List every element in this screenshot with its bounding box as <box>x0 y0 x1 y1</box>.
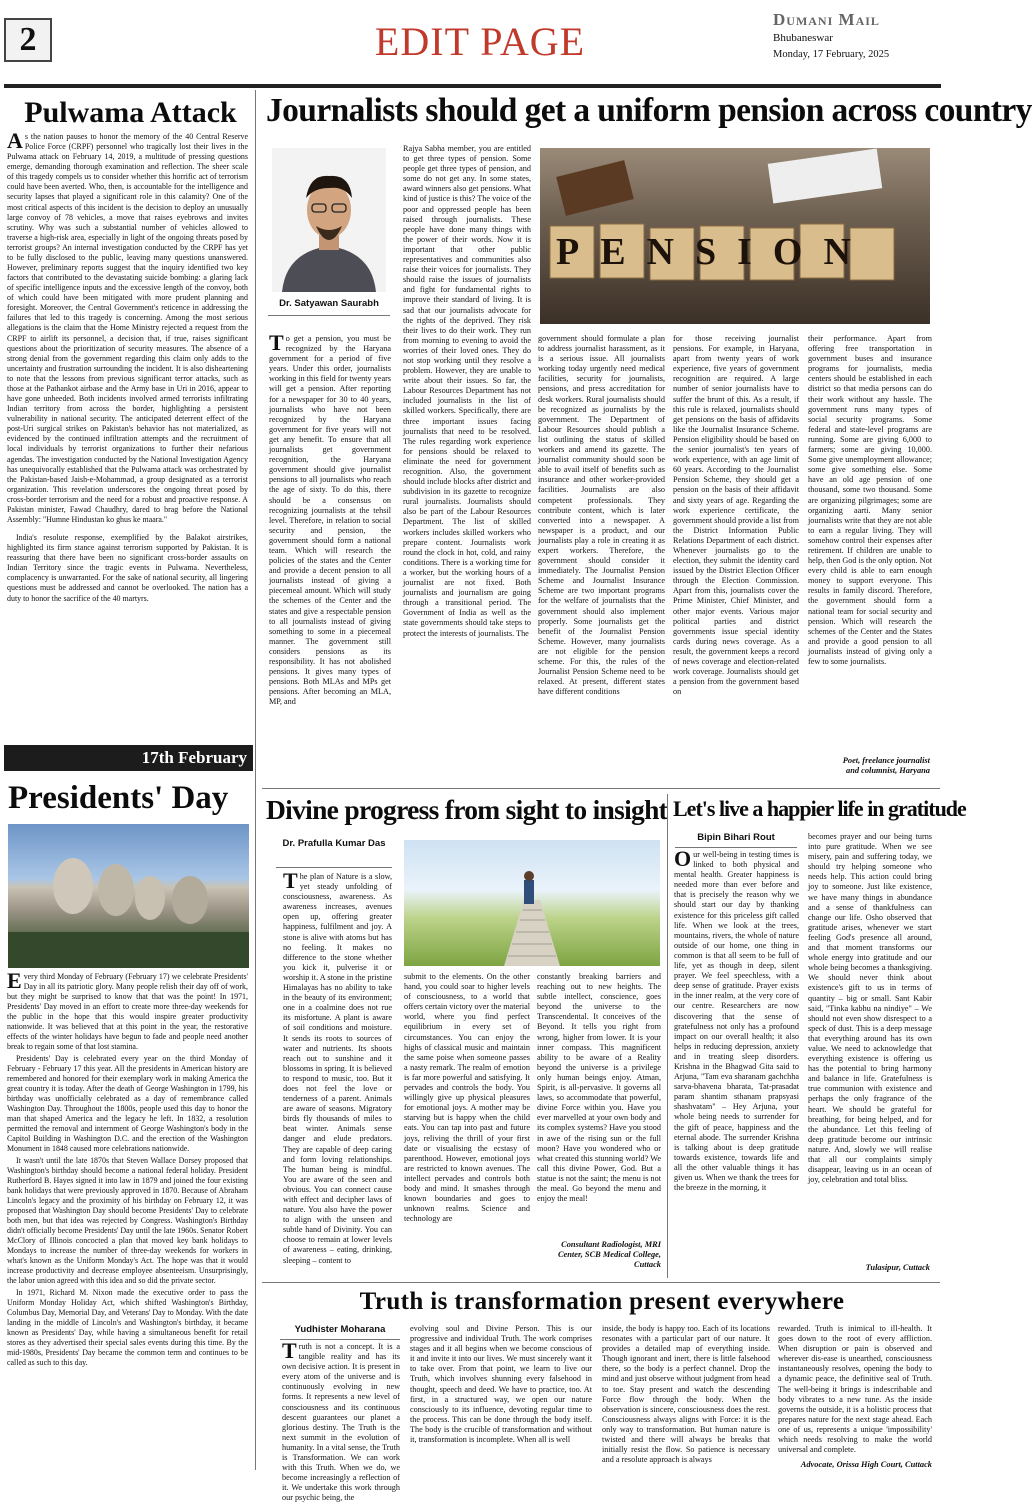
truth-title: Truth is transformation present everywhere <box>359 1288 845 1315</box>
masthead-rule <box>4 84 941 88</box>
divine-credit-line-1: Consultant Radiologist, MRI <box>561 1240 661 1249</box>
truth-col-1 <box>282 1338 400 1503</box>
paper-city: Bhubaneswar <box>773 32 833 44</box>
truth-credit: Advocate, Orissa High Court, Cuttack <box>800 1460 932 1469</box>
pension-credit <box>800 756 930 780</box>
pension-col-2 <box>403 144 531 780</box>
pulwama-title: Pulwama Attack <box>24 96 237 129</box>
gratitude-col-1 <box>674 846 799 1274</box>
pulwama-paragraph-1: As the nation pauses to honor the memory of the 40 Central Reserve Police Force (CRPF) personnel who tragically lost their lives in the Pulwama attack on February 14, 2019, a multitude of pressing questions emerge, demanding thorough examination and reflection. The sheer scale of this tragedy compels us to consider whether this horrific act of terrorism could have been averted. Who, then, is accountable for the intelligence and security lapses that played a significant role in this calamity? One of the most critical aspects of this incident is the decision to deploy an unusually large convoy of 78 vehicles, a move that raises eyebrows and invites scrutiny. Why was such a substantial number of vehicles allowed to traverse a high-risk area, especially in light of the ongoing threats posed by terrorist groups? An internal investigation conducted by the CRPF has yet to be fully disclosed to the public, leaving many questions unanswered. However, preliminary reports suggest that the inquiry identified two key factors that contributed to the devastating suicide bombing: a glaring lack of specific intelligence inputs and the excessive length of the convoy, both of which could have been mitigated with more prudent planning and foresight. Moreover, the Central Government's reticence in addressing the failures that led to this tragedy is concerning. Among the most serious allegations is the claim that the Home Ministry rejected a request from the CRPF to airlift its personnel, a decision that, if true, raises significant questions about the prioritization of security measures. The absence of a strong denial from the government regarding this claim only adds to the uncertainty and frustration surrounding the incident. It is also disheartening to note that the lessons from previous significant terror attacks, such as those at the Pathankot airbase and the Army base in Uri in 2016, appear to have gone unheeded. Both incidents involved armed terrorists infiltrating Indian territory from across the border, highlighting a persistent vulnerability in national security. The anticipated deterrent effect of the post-Uri surgical strikes on Pakistan's behavior has not materialized, as evidenced by the continued infiltration attempts and the recruitment of local individuals by terrorist organizations to further their nefarious agendas. The investigation conducted by the National Investigation Agency has unequivocally established that the Pulwama attack was orchestrated by the Pakistan-based Jaish-e-Mohammad, a group designated as a terrorist organization. This revelation underscores the ongoing threat posed by cross-border terrorism and the need for a robust and proactive response. A Pakistan minister, Fawad Chaudhry, dared to brag before the National Assembly: "Humne Hindustan ko ghus ke maara." <box>7 128 248 524</box>
divine-author: Dr. Prafulla Kumar Das <box>282 838 386 849</box>
truth-col-1-text: Truth is not a concept. It is a tangible reality and has its own decisive action. It is present in every atom of the universe and is continuously evolving in new forms. It represents a new level of consciousness and its continuous descent guarantees our planet a glorious destiny. The Truth is the next summit in the evolution of humanity. In a vital sense, the Truth is Transformation. We can work with this Truth. When we do, we become increasingly a reflection of it. We undertake this work through our psychic being, the <box>282 1338 400 1503</box>
truth-col-3-text: inside, the body is happy too. Each of its locations resonates with a particular part of our nature. It provides a detailed map of everything inside. Though ignorant and inert, there is little falsehood there, so the body is a perfect channel. Drop the mind and just observe without judgment from head to toe. Stay present and watch the descending Force flow through the body. When the observation is sincere, consciousness does the rest. Consciousness always aligns with Force: it is the only way to transformation. But human nature is twisted and there will always be breaks that initially resist the flow. So patience is necessary and a resolute approach is always <box>602 1324 770 1465</box>
pulwama-paragraph-2: India's resolute response, exemplified by the Balakot airstrikes, highlighted its firm stance against terrorism supported by Pakistan. It is reassuring that there have been no significant cross-border assaults on Indian Territory since the tragic events in Pulwama. Nevertheless, complacency is unwarranted. For the sake of national security, all lingering questions must be addressed and cannot be overlooked. The nation has a duty to honor the sacrifice of the 40 martyrs. <box>7 533 248 603</box>
pulwama-body <box>7 128 248 734</box>
truth-col-4 <box>778 1324 932 1458</box>
divine-col-1-text: The plan of Nature is a slow, yet steady unfolding of consciousness, awareness. As awareness increases, avenues open up, offering greater happiness, fulfilment and joy. A stone is alive with atoms but has no feeling. It makes no difference to the stone whether you kick it, pulverise it or worship it. A stone in the pristine Himalayas has no ability to take in the beauty of its environment; one in a coalmine does not rue its misfortune. A plant is aware of soil conditions and moisture. It sends its roots to sources of water and nutrients. Its shoots reach out to sunshine and it blossoms in spring. It is believed to respond to music, too. But it does not feel the love or tenderness of a parent. Animals are aware of seasons. Migratory birds fly thousands of miles to beat winter. Animals sense danger and elude predators. They are capable of deep caring and form loving relationships. The human being is mindful. You are aware of the seen and obvious. You can connect cause with effect and decipher laws of nature. You also have the power to align with the unseen and subtle hand of Divinity. You can choose to remain at lower levels of awareness – eating, drinking, sleeping – content to <box>283 868 392 1265</box>
presidents-day-body <box>7 968 249 1468</box>
pension-col-5 <box>808 334 932 750</box>
left-column-rule <box>255 90 256 1470</box>
pension-col-2-text: Rajya Sabha member, you are entitled to get three types of pension. Some people get three types of pension, and some do not get any. In some states, award winners also get pensions. What kind of justice is this? The voice of the poor and oppressed people has been raised through journalists. These people have done many things with the power of their words. Now it is important that other public representatives and communities also raise their voices for journalists. They should raise the issues of journalists and fight for fundamental rights to improve their standard of living. It is sad that our journalists advocate for the rights of the deprived. They risk their lives to do their work. They run from morning to evening to avoid the worries of their loved ones. They do not stop working until they resolve a problem. However, they are unable to write about their issues. So far, the Labour Resources Department has not included journalists in the list of skilled workers. Specifically, there are three important issues facing journalists that need to be resolved. The rules regarding work experience for pensions should be relaxed to eliminate the need for government recognition. Also, the government should include blocks after district and subdivision in its gazette to recognize rural journalists. Journalists should also be part of the Labour Resources Department. The list of skilled workers includes skilled workers who prepare content. Journalists work round the clock in hot, cold, and rainy conditions. There is a working time for a worker, but the working hours of a journalist are not fixed. Both journalists and journalism are going through a transitional period. The Government of India as well as the state governments should take steps to protect the interests of journalists. The <box>403 144 531 638</box>
divine-col-1 <box>283 868 392 1276</box>
pension-credit-line-1: Poet, freelance journalist <box>842 756 930 765</box>
divine-credit-line-3: Cuttack <box>634 1260 661 1269</box>
paper-name: Dumani Mail <box>773 10 880 29</box>
gratitude-credit: Tulasipur, Cuttack <box>865 1263 930 1272</box>
date-banner <box>4 745 253 771</box>
mount-rushmore-image <box>8 824 249 968</box>
gratitude-col-2-text: becomes prayer and our being turns into pure gratitude. When we see misery, pain and suffering today, we should try helping someone who needs help. This action could bring joy to someone. Just like existence, we have many things in abundance and a sense of thankfulness can change our life. Osho observed that gratitude arises, whenever we start feeling God's presence all around, and that moment transforms our whole energy into gratitude and our whole being becomes a thanksgiving. We should never think about existence's gift to us in terms of quantity – big or small. Sant Kabir said, "Tinka kabhu na nindiye" – We should not even show disrespect to a speck of dust. This is a deep message that everything around has its own value. We need to acknowledge that everything existence is offering us has the potential to bring harmony and balance in life. Gratefulness is true communion with existence and perhaps the only fragrance of the heart. We should be grateful for breathing, for being helped, and for the abundance. Let this feeling of deep gratitude become our intrinsic nature. And, slowly we will realise that all our complaints simply disappear, leaving us in an ocean of joy, celebration and total bliss. <box>808 832 932 1185</box>
presidents-day-paragraph-2: Presidents' Day is celebrated every year on the third Monday of February - February 17 this year. All the presidents in American history are remembered and honored for their exemplary work in making America the great country it is today. After the death of George Washington in 1799, his birthday was unofficially celebrated as a day of remembrance called Washington Day. Throughout the 1800s, people used this day to honor the man that shaped America and the legacy he left. In 1832, a resolution permitted the removal and internment of George Washington's body in the Capitol Building in Washington D.C. and the erection of the Washington Monument in 1848 caused more celebrations nationwide. <box>7 1054 248 1153</box>
pension-title: Journalists should get a uniform pension across country <box>266 92 1032 129</box>
gratitude-col-1-text: Our well-being in testing times is linked to both physical and mental health. Greater happiness is needed more than ever before and that is precisely the reason why we should start our day by thanking existence for this priceless gift called life. When we look at the trees, mountains, rivers, the whole of nature outside of our home, one thing in common is that all seem to be full of life, yet as though in deep, silent prayer. We feel speechless, with a deep sense of gratitude. Prayer exists in the inner realm, at the very core of our centre. Researchers are now discovering that the sense of gratefulness not only has a profound impact on our overall health; it also helps in reducing depression, anxiety and in treating sleep disorders. Krishna in the Bhagwad Gita said to Arjuna, "Tam eva sharanam gachchha sarva-bhavena bharata, Tat-prasadat param shantim sthanam prapsyasi shashvatam" – Hey Arjuna, your whole being needs to surrender for the gift of peace, happiness and the eternal abode. The surrender Krishna is talking about is deep gratitude towards existence, towards life and all the other valuable things it has given us. When we thank the trees for the breeze in the morning, it <box>674 846 799 1193</box>
divine-credit-line-2: Center, SCB Medical College, <box>557 1250 661 1259</box>
date-banner-text: 17th February <box>141 748 247 767</box>
gratitude-author-rule <box>675 847 797 848</box>
truth-col-3 <box>602 1324 770 1470</box>
divine-col-2 <box>404 972 530 1276</box>
stairs-icon <box>404 840 660 966</box>
page-number: 2 <box>19 21 37 58</box>
presidents-day-paragraph-1: Every third Monday of February (February 17) we celebrate Presidents' Day in all its patriotic glory. Many people relish their day off of work, but they might be surprised to know that that was the point! In 1971, Presidents' Day moved in an effort to create more three-day weekends for the public in the hope that this would inspire greater productivity nationwide. It was believed that at this point in the year, the restorative effects of the winter holidays have begun to fade and people need another break to regain some of that lost stamina. <box>7 968 248 1051</box>
presidents-day-title: Presidents' Day <box>8 780 229 816</box>
page-number-box <box>4 18 52 62</box>
pension-author-rule <box>268 315 390 316</box>
truth-top-rule <box>262 1282 940 1283</box>
truth-col-2-text: evolving soul and Divine Person. This is our progressive and individual Truth. The work comprises stages and it all begins when we become conscious of it and invite it into our lives. We must sincerely want it to take over. From that point, we learn to live our Truth, which involves shunning every falsehood in thought, speech and deed. We have to practice, too. At first, in a structured way, we open our nature consciously to its influence, devoting regular time to the process. This can be done through the body itself. The body is the crucible of transformation and without it, transformation is incomplete. When all is well <box>410 1324 592 1445</box>
pension-col-1 <box>269 330 391 780</box>
man-walking-stairs-image <box>404 840 660 966</box>
pension-col-4 <box>673 334 799 780</box>
divine-title: Divine progress from sight to insight <box>266 794 668 825</box>
pension-author: Dr. Satyawan Saurabh <box>279 298 379 309</box>
author-portrait-icon <box>272 148 386 292</box>
divine-credit <box>520 1240 661 1274</box>
pension-col-4-text: for those receiving journalist pensions. For example, in Haryana, apart from twenty years of work experience, five years of government recognition are required. A large number of senior journalists have to suffer the brunt of this. As a result, if this rule is relaxed, journalists should get pensions on the basis of affidavits like the Journalist Insurance Scheme. Pension eligibility should be based on the senior journalist's ten years of work experience, with an age limit of 60 years. According to the Journalist Pension Scheme, they should get a pension on the basis of their affidavit and sixty years of age. Regarding the work experience certificate, the government should provide a list from the District Information Public Relations Department of each district. Whenever journalists go to the election, they submit the identity card issued by the District Election Officer through the Election Commission. Apart from this, journalists cover the Prime Minister, Chief Minister, and other major events. Various major political parties and district governments issue special identity cards during news coverage. As a result, the government keeps a record of news coverage and election-related work coverage. Journalists should get a pension from the government based on <box>673 334 799 697</box>
section-title: EDIT PAGE <box>374 19 586 64</box>
pension-bottom-rule <box>262 788 940 789</box>
truth-col-4-text: rewarded. Truth is inimical to ill-health. It goes down to the root of every affliction. When disruption or pain is observed and wherever dis-ease is unearthed, consciousness instantaneously resolves, opening the body to a dynamic peace, the definitive seal of Truth. The well-being it brings is indescribable and body vibrates to a new tune. As the inside governs the outside, it is a holistic process that prepares nature for the next stage ahead. Each one of us, represents a unique 'impossibility' which needs resolving to make the world universal and complete. <box>778 1324 932 1455</box>
divine-col-2-text: submit to the elements. On the other hand, you could soar to higher levels of consciousness, to a world that offers certain victory over the material world, where you find perfect equilibrium in every set of circumstances. You can enjoy the highs of classical music and maintain the same poise when someone passes a nasty remark. The realm of emotion is far more powerful and satisfying. It pervades and controls the body. You willingly give up physical pleasures for emotional joys. A mother may be starving but is happy when the child eats. You can tap into past and future joys, reliving the thrill of your first date or visualising the ecstasy of parenthood. However, emotional joys are restricted to known avenues. The intellect pervades and controls both body and mind. It smashes through known boundaries and goes to unknown realms. Science and technology are <box>404 972 531 1224</box>
divine-gratitude-rule <box>667 794 668 1278</box>
gratitude-author: Bipin Bihari Rout <box>697 832 775 843</box>
pension-col-1-text: To get a pension, you must be recognized by the Haryana government for a period of five years. Under this order, journalists working in this field for twenty years will get a pension. After reporting for a newspaper for 30 to 40 years, journalists who have not been recognized by the Haryana government for five years will not get any benefit. To ensure that all journalists get government recognition, the Haryana government should give journalist pensions to all journalists who reach the age of sixty. To do this, there should be a consensus on recognizing journalists at the tehsil level. Therefore, in relation to social security and pension, the government should form a national team. Which will research the policies of the states and the Center and provide a decent pension to all journalists instead of giving a piecemeal amount. Which will study the schemes of the Center and the states and give a respectable pension to all journalists instead of giving something to some in a piecemeal manner. The government still considers pensions as its responsibility. It has not abolished pensions. It gives many types of pensions. Both MLAs and MPs get pensions. After becoming an MLA, MP, and <box>269 330 391 707</box>
truth-author: Yudhister Moharana <box>294 1324 386 1335</box>
mount-rushmore-icon <box>8 824 249 968</box>
presidents-day-paragraph-4: In 1971, Richard M. Nixon made the executive order to pass the Uniform Monday Holiday Act, which shifted Washington's Birthday, Columbus Day, Memorial Day, and Veterans' Day to Monday. With the date landing in the middle of Lincoln's and Washington's birthday, it became known as Presidents' Day, while having a simultaneous benefit for retail stores as they advertised their special sales events during this time. By the mid-1980s, Presidents' Day became the common term and continues to be called as such to this day. <box>7 1288 248 1367</box>
paper-date: Monday, 17 February, 2025 <box>773 49 890 60</box>
gratitude-title: Let's live a happier life in gratitude <box>673 796 966 821</box>
pension-hero-word: PENSION <box>556 231 872 273</box>
truth-col-2 <box>410 1324 592 1470</box>
pension-col-3 <box>538 334 665 780</box>
pension-col-3-text: government should formulate a plan to address journalist harassment, as it is a serious issue. All journalists working today urgently need medical facilities, security for journalists, pensions, and press accreditation for desk workers. Rural journalists should be recognized as journalists by the government. The Department of Labour Resources should publish a list outlining the status of skilled workers and amend its gazette. The journalist community should soon be able to avail itself of benefits such as insurance and other worker-provided facilities. Journalists are also competent professionals. They contribute content, which is later converted into a newspaper. A newspaper is a product, and our journalists play a role in creating it as expert workers. Therefore, the government should consider it immediately. The Journalist Pension Scheme and Journalist Insurance Scheme are two important programs for the welfare of journalists that the government should also implement properly. Some journalists get the benefit of the Journalist Pension Scheme. However, many journalists are not eligible for the pension scheme. For this, the rules of the Journalist Pension Scheme need to be relaxed. At present, different states have different conditions <box>538 334 665 697</box>
presidents-day-paragraph-3: It wasn't until the late 1870s that Steven Wallace Dorsey proposed that Washington's birthday should become a national federal holiday. President Rutherford B. Hayes signed it into law in 1879 and joined the four existing bank holidays that were previously approved in 1870. Because of Abraham Lincoln's legacy and the proximity of his birthday on February 12, it was proposed that Washington Day should become Presidents' Day to celebrate both men, but that idea was rejected by Congress. Washington's Birthday didn't officially become Presidents' Day until the late 1960s. Senator Robert McClory of Illinois concocted a plan that moved key bank holidays to Mondays to increase the number of three-day weekends for workers in what's known as the Uniform Monday's Act. The hope was that it would increase productivity and decrease employee absenteeism. Unsurprisingly, the labor union agreed with this idea and so did the private sector. <box>7 1156 249 1285</box>
author-portrait-image <box>272 148 386 292</box>
divine-col-3 <box>537 972 661 1240</box>
pension-credit-line-2: and columnist, Haryana <box>846 766 930 775</box>
gratitude-col-2 <box>808 832 932 1260</box>
divine-col-3-text: constantly breaking barriers and reaching out to new heights. The subtle intellect, conscience, goes beyond the universe to the Transcendental. It conceives of the Beyond. It tells you right from wrong, higher from lower. It is your inner compass. This magnificent ability to be aware of a Reality beyond the universe is a privilege only human beings enjoy. Atman, Spirit, is all-pervasive. It governs all laws, so accommodate that powerful, divine Force within you. Have you ever marvelled at your own body and its complex systems? Have you stood in awe of the rising sun or the full moon? Have you wondered who or what created this stunning world? We call this divine Power, God. But a statue is not the saint; the menu is not the meal. Go beyond the menu and enjoy the meal! <box>537 972 661 1204</box>
pension-hero-image <box>540 148 930 324</box>
pension-col-5-text: their performance. Apart from offering free transportation in government buses and insurance programs for journalists, media centers should be established in each district so that media persons can do their work without any hassle. The government runs many types of social security programs. Some federal and state-level programs are running. Some are giving 6,000 to farmers; some are giving 10,000. Some give unemployment allowance; some give something else. Some have an old age pension of one thousand, some two thousand. Some are organizing pilgrimages; some are organizing aarti. Many senior journalists write that they are not able to earn a regular living. They will somehow control their expenses after retirement. If children are unable to help, then God is the only option. Not every child is able to earn enough money to support everyone. This results in family discord. Therefore, the government should form a national team for social security and pension. Which will research the schemes of the Center and the States and provide a good pension to all journalists instead of giving only a few to some journalists. <box>808 334 932 666</box>
truth-author-rule <box>280 1339 400 1340</box>
